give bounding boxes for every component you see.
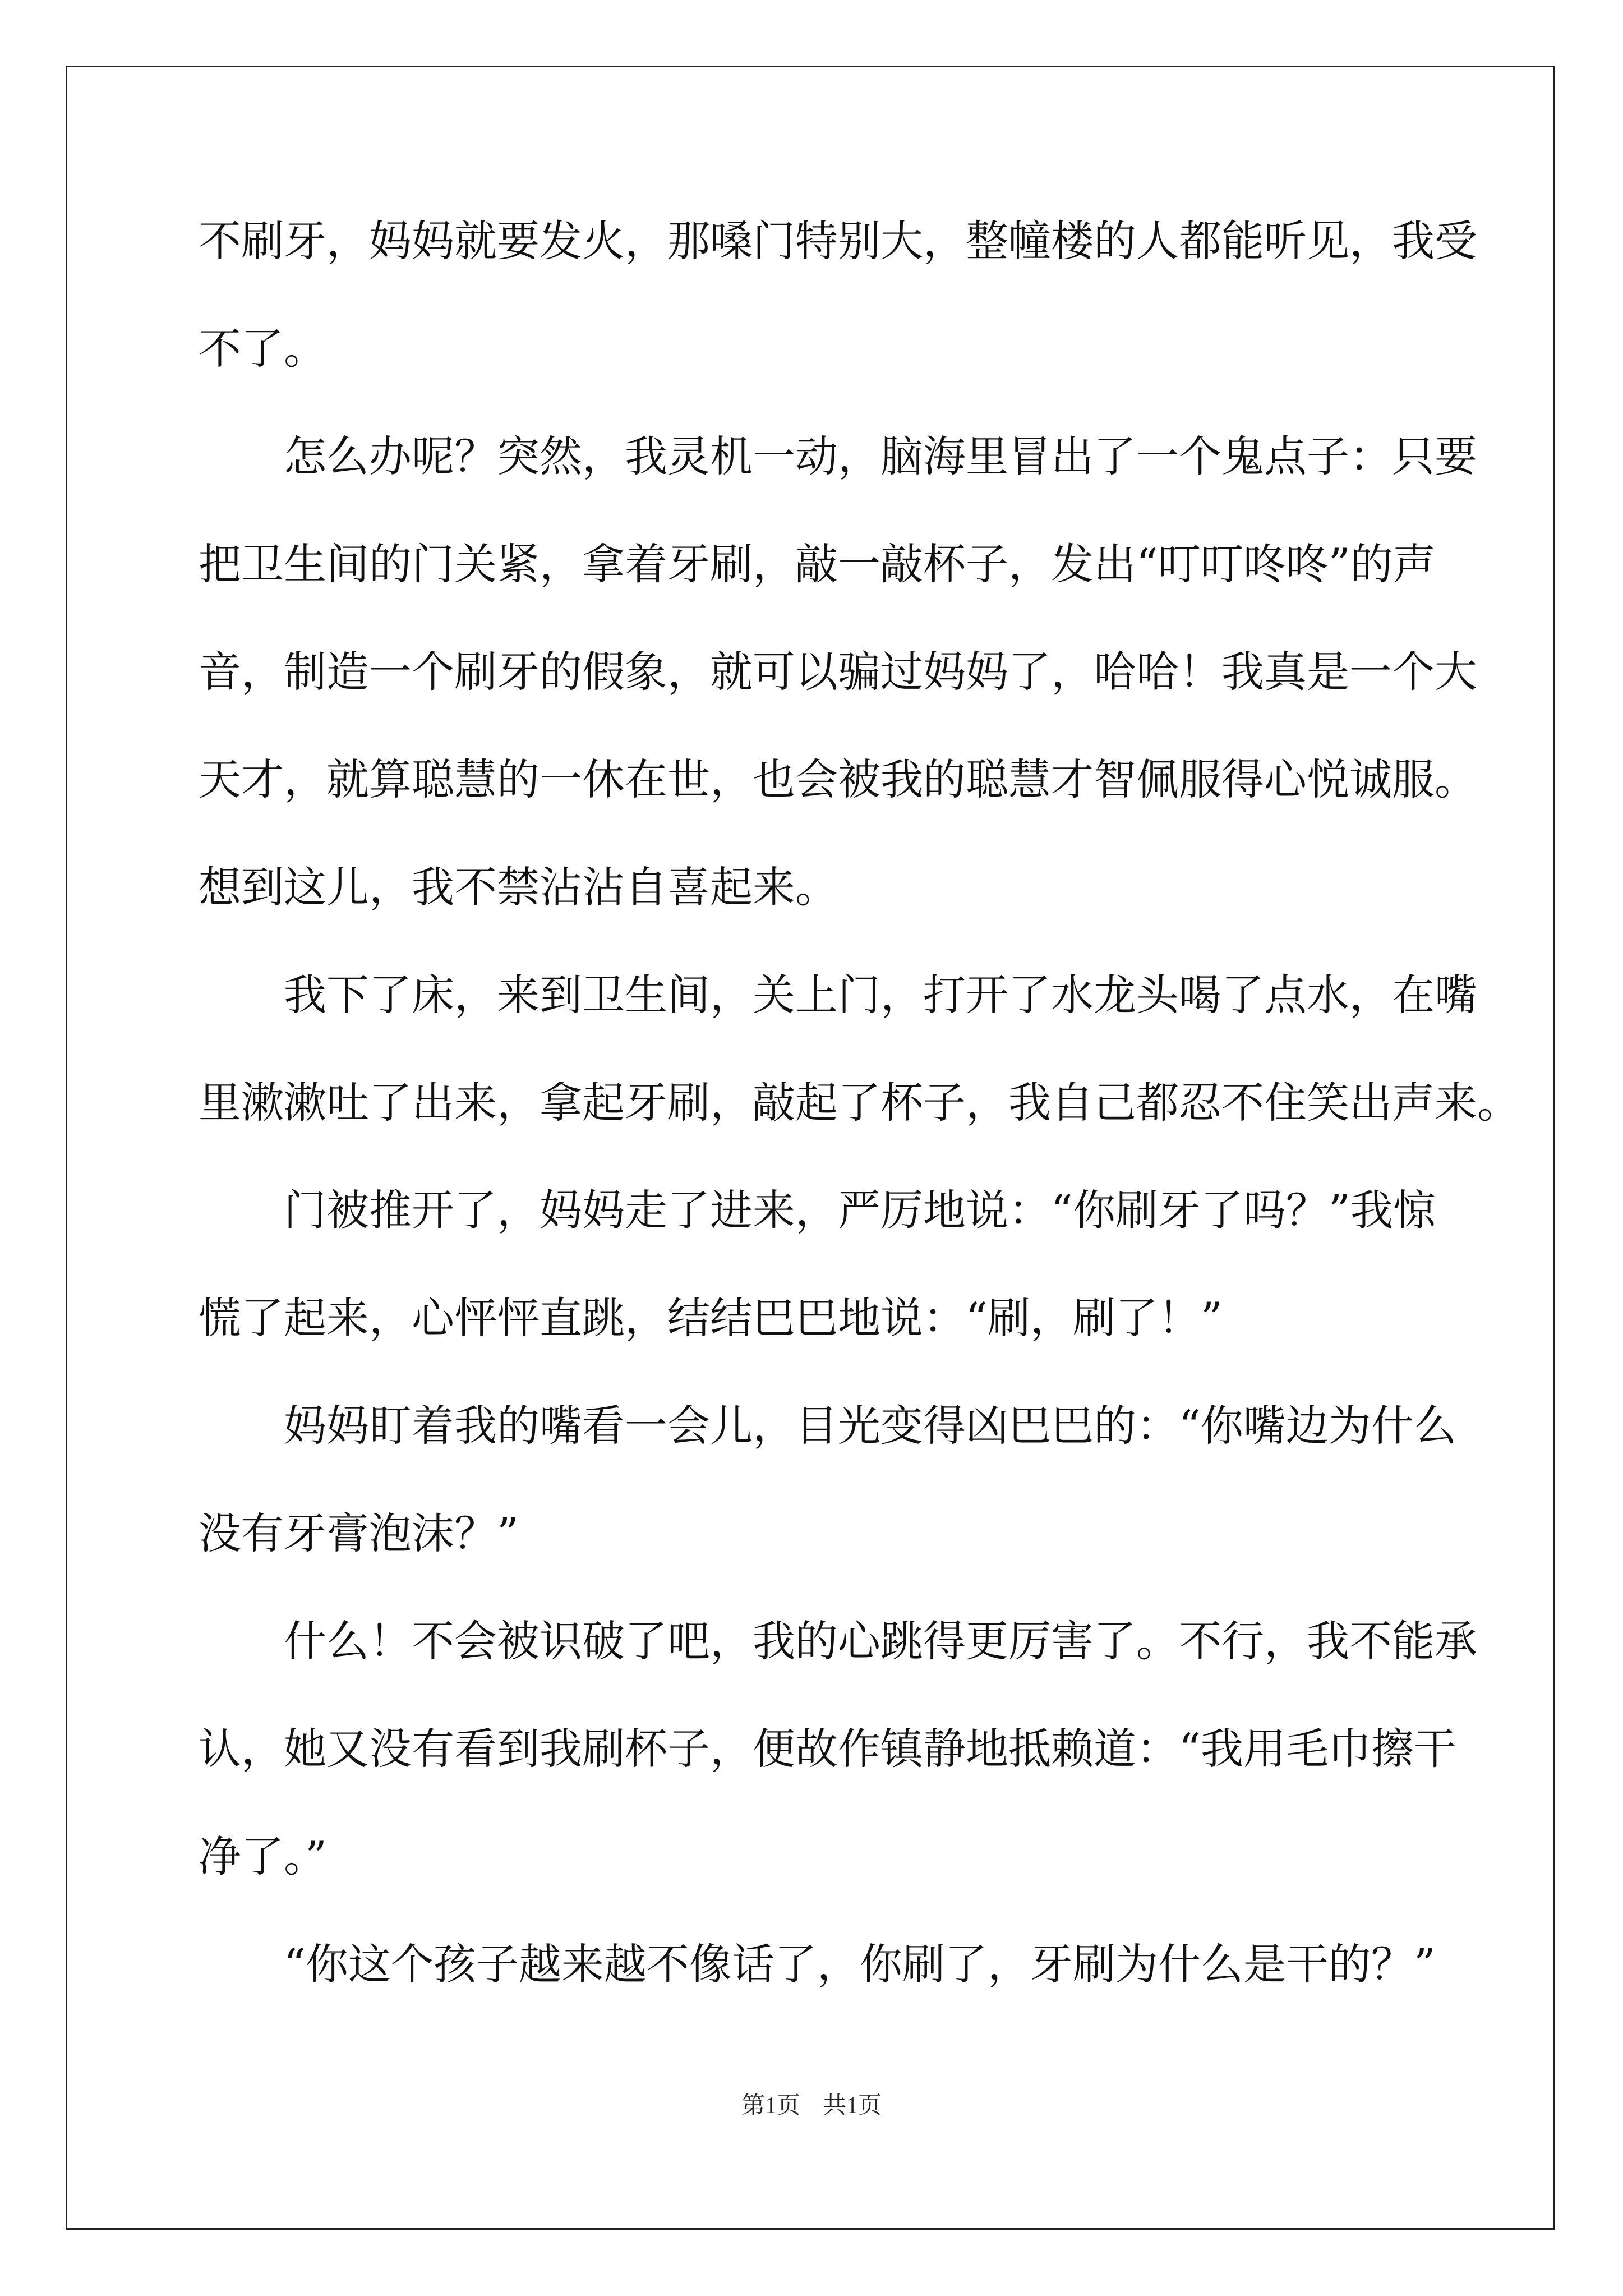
- text-line: 里漱漱吐了出来，拿起牙刷，敲起了杯子，我自己都忍不住笑出声来。: [199, 1078, 1520, 1128]
- text-line: 天才，就算聪慧的一休在世，也会被我的聪慧才智佩服得心悦诚服。: [199, 754, 1477, 804]
- text-line: 我下了床，来到卫生间，关上门，打开了水龙头喝了点水，在嘴: [199, 970, 1477, 1020]
- text-line: 慌了起来，心怦怦直跳，结结巴巴地说：“刷，刷了！”: [199, 1293, 1223, 1343]
- text-line: 音，制造一个刷牙的假象，就可以骗过妈妈了，哈哈！我真是一个大: [199, 647, 1477, 697]
- text-line: 怎么办呢？突然，我灵机一动，脑海里冒出了一个鬼点子：只要: [199, 431, 1477, 481]
- text-line: 认，她又没有看到我刷杯子，便故作镇静地抵赖道：“我用毛巾擦干: [199, 1724, 1456, 1774]
- text-line: “你这个孩子越来越不像话了，你刷了，牙刷为什么是干的？”: [199, 1939, 1436, 1989]
- text-line: 什么！不会被识破了吧，我的心跳得更厉害了。不行，我不能承: [199, 1616, 1477, 1666]
- text-line: 不刷牙，妈妈就要发火，那嗓门特别大，整幢楼的人都能听见，我受: [199, 216, 1477, 266]
- text-line: 没有牙膏泡沫？”: [199, 1508, 519, 1558]
- text-line: 想到这儿，我不禁沾沾自喜起来。: [199, 862, 838, 912]
- page-footer: [0, 2087, 1623, 2120]
- text-line: 妈妈盯着我的嘴看一会儿，目光变得凶巴巴的：“你嘴边为什么: [199, 1401, 1456, 1451]
- text-line: 不了。: [199, 324, 326, 374]
- page-border: [66, 66, 1555, 2230]
- text-line: 把卫生间的门关紧，拿着牙刷，敲一敲杯子，发出“叮叮咚咚”的声: [199, 539, 1436, 589]
- page-number: 第1页: [741, 2093, 800, 2119]
- page-total: 共1页: [823, 2093, 882, 2119]
- text-line: 净了。”: [199, 1832, 327, 1881]
- text-line: 门被推开了，妈妈走了进来，严厉地说：“你刷牙了吗？”我惊: [199, 1185, 1436, 1235]
